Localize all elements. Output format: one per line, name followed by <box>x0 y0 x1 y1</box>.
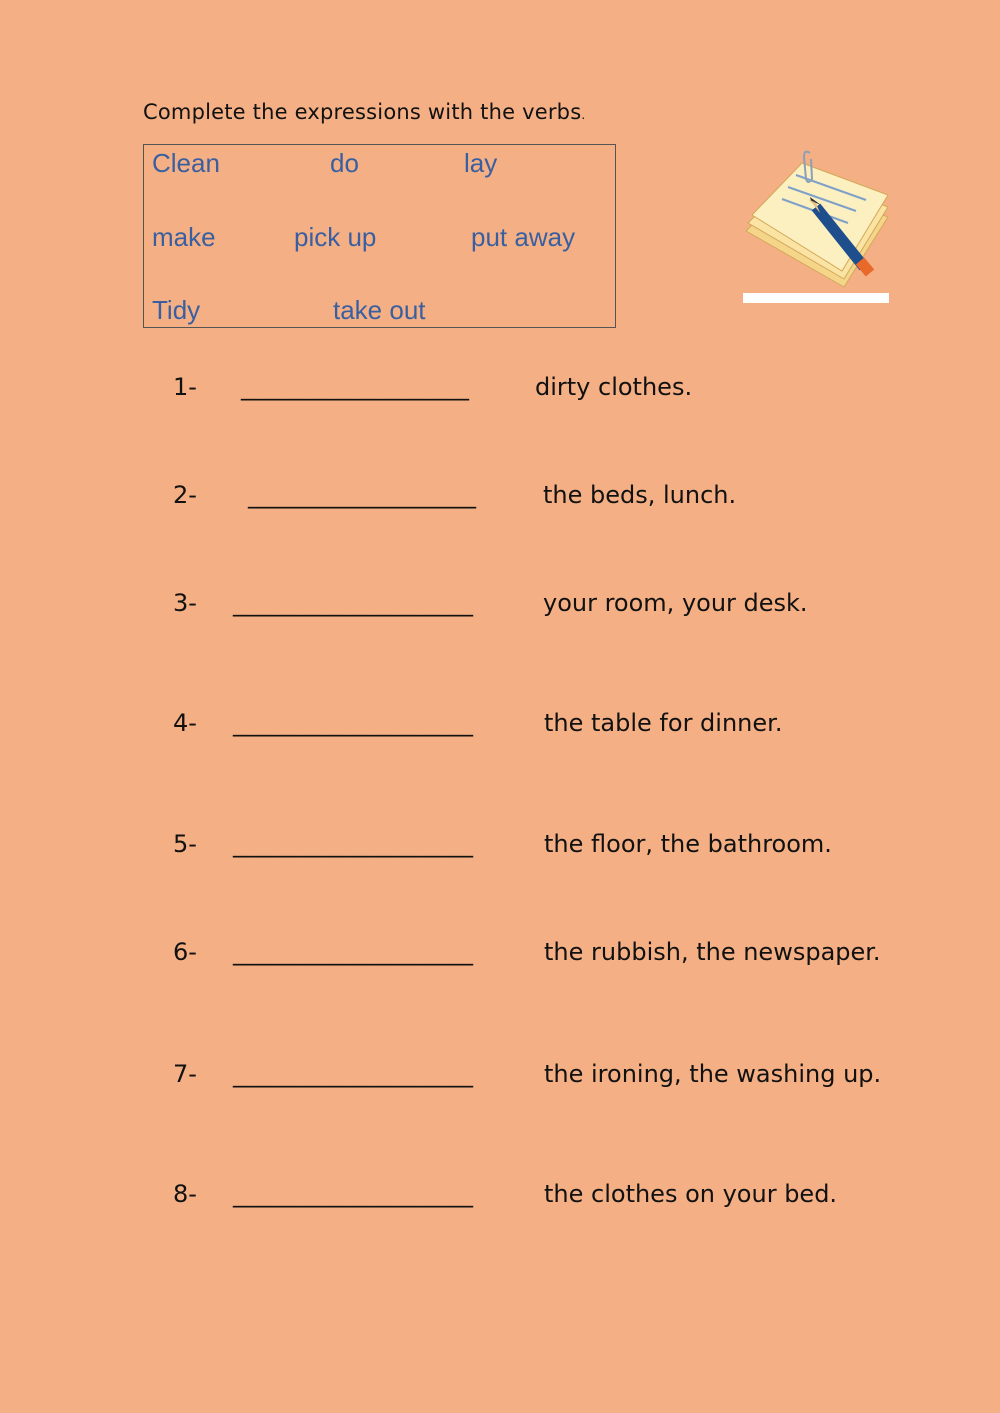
word-bank-item: lay <box>464 148 498 178</box>
exercise-number: 5- <box>173 830 197 858</box>
exercise-number: 7- <box>173 1060 197 1088</box>
answer-blank[interactable]: ____________________ <box>233 589 473 617</box>
exercise-phrase: the ironing, the washing up. <box>544 1060 882 1088</box>
word-bank-item: take out <box>333 295 426 325</box>
answer-blank[interactable]: ____________________ <box>233 1180 473 1208</box>
exercise-phrase: the floor, the bathroom. <box>544 830 832 858</box>
exercise-2 <box>173 481 737 509</box>
exercise-number: 1- <box>173 373 197 401</box>
exercise-5 <box>173 830 832 858</box>
exercise-number: 2- <box>173 481 197 509</box>
notepad-pencil-icon <box>738 145 894 307</box>
exercise-6 <box>173 938 881 966</box>
word-bank-item: Tidy <box>152 295 201 325</box>
word-bank-item: make <box>152 222 216 252</box>
exercise-4 <box>173 709 783 737</box>
word-bank-item: pick up <box>294 222 377 252</box>
exercise-3 <box>173 589 808 617</box>
answer-blank[interactable]: ____________________ <box>233 938 473 966</box>
exercise-phrase: the beds, lunch. <box>543 481 737 509</box>
exercise-phrase: your room, your desk. <box>543 589 808 617</box>
instruction <box>143 100 585 124</box>
exercise-1 <box>173 373 693 401</box>
answer-blank[interactable]: ____________________ <box>233 830 473 858</box>
word-bank-item: put away <box>471 222 576 252</box>
word-bank-item: Clean <box>152 148 220 178</box>
answer-blank[interactable]: ____________________ <box>233 709 473 737</box>
instruction-text: Complete the expressions with the verbs <box>143 100 582 124</box>
instruction-end: . <box>581 108 586 122</box>
answer-blank[interactable]: ___________________ <box>241 373 469 401</box>
exercise-8 <box>173 1180 838 1208</box>
answer-blank[interactable]: ___________________ <box>248 481 476 509</box>
word-bank-item: do <box>330 148 359 178</box>
exercise-phrase: dirty clothes. <box>535 373 693 401</box>
exercise-number: 6- <box>173 938 197 966</box>
exercise-phrase: the table for dinner. <box>544 709 783 737</box>
exercise-phrase: the rubbish, the newspaper. <box>544 938 881 966</box>
exercise-number: 3- <box>173 589 197 617</box>
exercise-phrase: the clothes on your bed. <box>544 1180 838 1208</box>
exercise-number: 8- <box>173 1180 197 1208</box>
exercise-7 <box>173 1060 882 1088</box>
exercise-number: 4- <box>173 709 197 737</box>
answer-blank[interactable]: ____________________ <box>233 1060 473 1088</box>
